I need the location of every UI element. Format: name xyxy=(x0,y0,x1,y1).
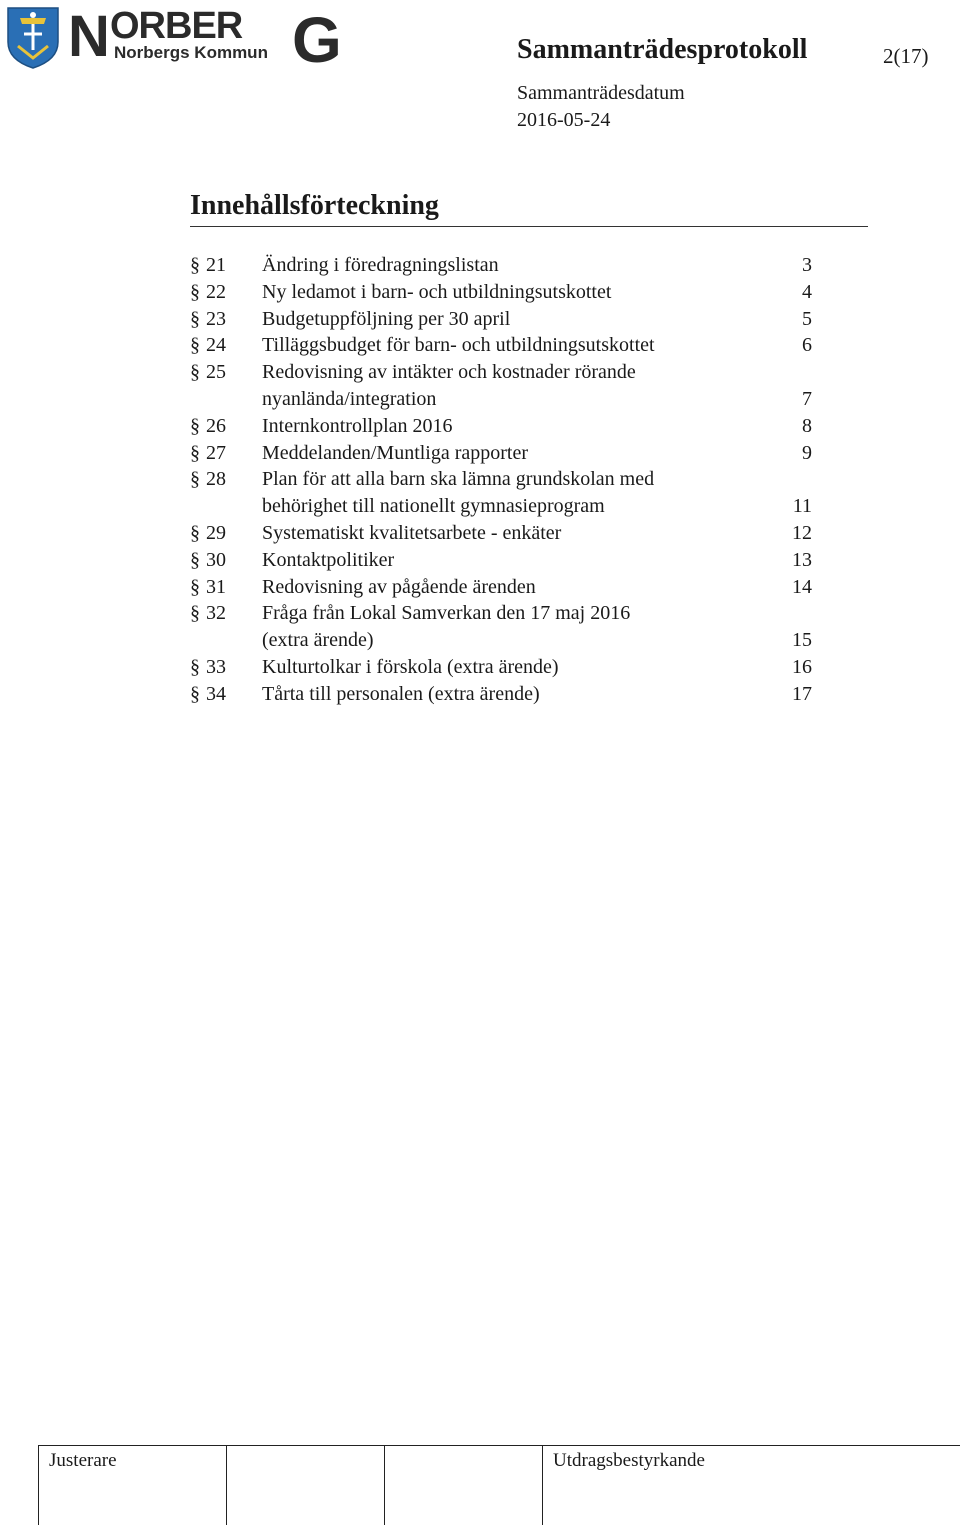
logo-wordmark-g: G xyxy=(292,4,342,70)
section-num: 25 xyxy=(206,361,226,384)
toc-entry xyxy=(190,252,830,279)
heading-divider xyxy=(190,226,868,227)
section-number xyxy=(190,681,226,708)
section-number xyxy=(190,279,226,306)
document-title: Sammanträdesprotokoll xyxy=(517,34,808,65)
section-number xyxy=(190,520,226,547)
toc-entry-title: Redovisning av intäkter och kostnader rörande xyxy=(262,361,636,384)
norberg-logo xyxy=(6,4,366,70)
municipal-shield-icon xyxy=(8,8,58,68)
toc-line xyxy=(190,654,830,681)
section-symbol: § xyxy=(190,468,200,491)
section-number xyxy=(190,440,226,467)
toc-page-number: 11 xyxy=(792,495,812,518)
toc-entry-title: Kulturtolkar i förskola (extra ärende) xyxy=(262,655,559,678)
toc-entry xyxy=(190,574,830,601)
toc-page-number: 14 xyxy=(792,575,812,598)
section-num: 34 xyxy=(206,682,226,705)
section-num: 22 xyxy=(206,280,226,303)
section-number xyxy=(190,413,226,440)
toc-line xyxy=(190,493,830,520)
toc-line xyxy=(190,547,830,574)
signature-footer xyxy=(38,1445,960,1525)
toc-entry xyxy=(190,654,830,681)
toc-entry xyxy=(190,279,830,306)
toc-entry-title: Plan för att alla barn ska lämna grundskolan med xyxy=(262,468,655,491)
toc-line xyxy=(190,681,830,708)
toc-line xyxy=(190,600,830,627)
toc-line xyxy=(190,413,830,440)
section-num: 26 xyxy=(206,414,226,437)
section-number xyxy=(190,306,226,333)
footer-cell-utdrag xyxy=(542,1446,705,1525)
footer-cell-justerare xyxy=(38,1446,117,1525)
section-num: 29 xyxy=(206,521,226,544)
toc-page-number: 5 xyxy=(802,307,812,330)
toc-entry-title: behörighet till nationellt gymnasieprogram xyxy=(262,495,605,518)
section-symbol: § xyxy=(190,441,200,464)
page-number: 2(17) xyxy=(883,44,929,68)
toc-entry-title: Ändring i föredragningslistan xyxy=(262,254,499,276)
section-num: 31 xyxy=(206,575,226,598)
section-symbol: § xyxy=(190,602,200,625)
section-symbol: § xyxy=(190,334,200,357)
toc-page-number: 3 xyxy=(802,254,812,276)
toc-heading: Innehållsförteckning xyxy=(190,190,439,221)
toc-page-number: 8 xyxy=(802,414,812,437)
utdrag-label: Utdragsbestyrkande xyxy=(553,1450,705,1471)
section-number xyxy=(190,547,226,574)
toc-page-number: 6 xyxy=(802,334,812,357)
toc-entry-title: Internkontrollplan 2016 xyxy=(262,414,453,437)
meeting-date-value: 2016-05-24 xyxy=(517,109,611,131)
section-number xyxy=(190,332,226,359)
section-number xyxy=(190,654,226,681)
section-num: 30 xyxy=(206,548,226,571)
section-num: 27 xyxy=(206,441,226,464)
section-num: 23 xyxy=(206,307,226,330)
toc-entry-title: Kontaktpolitiker xyxy=(262,548,395,571)
toc-line xyxy=(190,574,830,601)
toc-page-number: 7 xyxy=(802,387,812,410)
logo-wordmark-orber: ORBER xyxy=(110,5,243,47)
section-number xyxy=(190,574,226,601)
toc-entry xyxy=(190,332,830,359)
section-symbol: § xyxy=(190,307,200,330)
toc-page-number: 16 xyxy=(792,655,812,678)
section-number xyxy=(190,600,226,627)
toc-entry-title: Tilläggsbudget för barn- och utbildningsutskottet xyxy=(262,334,655,357)
section-num: 24 xyxy=(206,334,226,357)
logo-wordmark: N xyxy=(68,4,108,69)
toc-entry-title: Systematiskt kvalitetsarbete - enkäter xyxy=(262,521,562,544)
toc-entry xyxy=(190,681,830,708)
toc-line xyxy=(190,520,830,547)
section-number xyxy=(190,466,226,493)
section-symbol: § xyxy=(190,254,200,276)
toc-entry-title: Tårta till personalen (extra ärende) xyxy=(262,682,540,705)
toc-entry-title: (extra ärende) xyxy=(262,629,374,652)
toc-entry xyxy=(190,466,830,520)
footer-cell-signature-1 xyxy=(226,1446,227,1525)
justerare-label: Justerare xyxy=(49,1450,117,1471)
toc-entry xyxy=(190,600,830,654)
toc-line xyxy=(190,440,830,467)
toc-entry xyxy=(190,359,830,413)
toc-entry-title: Ny ledamot i barn- och utbildningsutskottet xyxy=(262,280,612,303)
section-symbol: § xyxy=(190,521,200,544)
section-symbol: § xyxy=(190,548,200,571)
toc-entry-title: Fråga från Lokal Samverkan den 17 maj 2016 xyxy=(262,602,631,625)
toc-entry-title: Budgetuppföljning per 30 april xyxy=(262,307,511,330)
toc-line xyxy=(190,332,830,359)
toc-entry-title: Meddelanden/Muntliga rapporter xyxy=(262,441,529,464)
toc-page-number: 9 xyxy=(802,441,812,464)
section-num: 32 xyxy=(206,602,226,625)
toc-page-number: 12 xyxy=(792,521,812,544)
toc-page-number: 15 xyxy=(792,629,812,652)
footer-cell-signature-2 xyxy=(384,1446,385,1525)
toc-line xyxy=(190,627,830,654)
toc-entry xyxy=(190,440,830,467)
section-num: 33 xyxy=(206,655,226,678)
toc-entry-title: Redovisning av pågående ärenden xyxy=(262,575,536,598)
section-number xyxy=(190,252,226,279)
toc-page-number: 17 xyxy=(792,682,812,705)
section-number xyxy=(190,359,226,386)
toc-line xyxy=(190,359,830,386)
section-num: 28 xyxy=(206,468,226,491)
toc-line xyxy=(190,279,830,306)
toc-entry xyxy=(190,306,830,333)
section-symbol: § xyxy=(190,414,200,437)
logo-subtitle: Norbergs Kommun xyxy=(114,43,268,62)
meeting-date-label: Sammanträdesdatum xyxy=(517,82,685,104)
toc-entry xyxy=(190,413,830,440)
section-symbol: § xyxy=(190,280,200,303)
section-symbol: § xyxy=(190,655,200,678)
section-symbol: § xyxy=(190,682,200,705)
toc-page-number: 4 xyxy=(802,280,812,303)
toc-line xyxy=(190,306,830,333)
section-symbol: § xyxy=(190,575,200,598)
section-num: 21 xyxy=(206,254,226,276)
toc-page-number: 13 xyxy=(792,548,812,571)
toc-entry xyxy=(190,520,830,547)
section-symbol: § xyxy=(190,361,200,384)
table-of-contents xyxy=(190,252,830,708)
toc-line xyxy=(190,252,830,279)
toc-entry xyxy=(190,547,830,574)
toc-line xyxy=(190,466,830,493)
toc-entry-title: nyanlända/integration xyxy=(262,387,437,410)
toc-line xyxy=(190,386,830,413)
